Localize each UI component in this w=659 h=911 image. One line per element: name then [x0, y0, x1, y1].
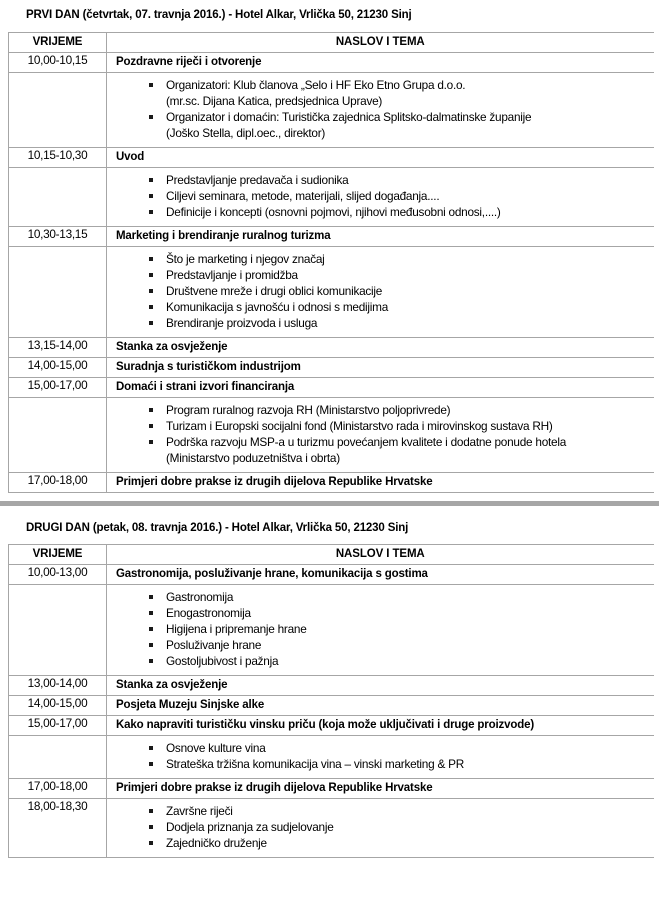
table-row [9, 716, 654, 736]
column-header-topic: NASLOV I TEMA [107, 32, 654, 52]
topic-title: Primjeri dobre prakse iz drugih dijelova Republike Hrvatske [116, 782, 433, 794]
topic-title: Gastronomija, posluživanje hrane, komunikacija s gostima [116, 568, 428, 580]
time-cell: 18,00-18,30 [9, 799, 107, 858]
list-item-text: Završne riječi [166, 804, 233, 818]
list-item [107, 188, 650, 204]
column-header-topic: NASLOV I TEMA [107, 545, 654, 565]
time-cell-empty [9, 246, 107, 337]
table-row [9, 167, 654, 226]
list-item-text: Turizam i Europski socijalni fond (Ministarstvo rada i mirovinskog sustava RH) [166, 418, 553, 433]
bullet-list [107, 736, 654, 778]
list-item-continuation: (Ministarstvo poduzetništva i obrta) [166, 450, 340, 465]
topic-cell [107, 779, 654, 799]
topic-title: Pozdravne riječi i otvorenje [116, 55, 262, 68]
time-cell-empty [9, 397, 107, 472]
table-header-row [9, 32, 654, 52]
list-item [107, 637, 650, 653]
list-item-text: Strateška tržišna komunikacija vina – vinski marketing & PR [166, 757, 464, 771]
time-cell: 10,15-10,30 [9, 147, 107, 167]
list-item [107, 605, 650, 621]
topic-cell [107, 147, 654, 167]
time-cell-empty [9, 167, 107, 226]
column-header-time: VRIJEME [9, 32, 107, 52]
list-item-text: Komunikacija s javnošću i odnosi s medijima [166, 299, 389, 314]
list-item-text: Program ruralnog razvoja RH (Ministarstvo poljoprivrede) [166, 402, 451, 417]
topic-title: Marketing i brendiranje ruralnog turizma [116, 229, 331, 242]
list-item [107, 803, 650, 819]
table-row [9, 357, 654, 377]
list-item-text: Predstavljanje predavača i sudionika [166, 172, 349, 187]
list-item-text: Što je marketing i njegov značaj [166, 251, 325, 266]
time-cell: 14,00-15,00 [9, 357, 107, 377]
time-cell: 17,00-18,00 [9, 472, 107, 492]
list-item-text: Podrška razvoju MSP-a u turizmu povećanjem kvalitete i dodatne ponude hotela [166, 434, 567, 449]
list-item-text: Posluživanje hrane [166, 638, 262, 652]
topic-title: Domaći i strani izvori financiranja [116, 380, 295, 393]
schedule-section [0, 506, 659, 859]
list-item [107, 283, 650, 299]
time-cell-empty [9, 736, 107, 779]
list-item [107, 653, 650, 669]
list-item [107, 434, 650, 466]
list-item-text: Organizator i domaćin: Turistička zajednica Splitsko-dalmatinske županije [166, 109, 532, 124]
table-row [9, 397, 654, 472]
topic-cell [107, 377, 654, 397]
table-row [9, 779, 654, 799]
table-row [9, 472, 654, 492]
table-row [9, 377, 654, 397]
list-item-text: Definicije i koncepti (osnovni pojmovi, njihovi međusobni odnosi,....) [166, 204, 501, 219]
list-item [107, 819, 650, 835]
topic-cell [107, 696, 654, 716]
list-item [107, 299, 650, 315]
time-cell: 13,00-14,00 [9, 676, 107, 696]
topic-cell [107, 357, 654, 377]
list-item [107, 835, 650, 851]
list-item-text: Organizatori: Klub članova „Selo i HF Eko Etno Grupa d.o.o. [166, 77, 466, 92]
topic-cell [107, 397, 654, 472]
topic-cell [107, 226, 654, 246]
time-cell: 10,00-10,15 [9, 52, 107, 72]
time-cell: 17,00-18,00 [9, 779, 107, 799]
topic-cell [107, 337, 654, 357]
table-row [9, 246, 654, 337]
table-row [9, 799, 654, 858]
table-row [9, 52, 654, 72]
list-item-text: Gastronomija [166, 590, 234, 604]
list-item [107, 740, 650, 756]
list-item [107, 109, 650, 141]
list-item-text: Higijena i pripremanje hrane [166, 622, 307, 636]
time-cell: 15,00-17,00 [9, 716, 107, 736]
schedule-table [8, 544, 654, 858]
time-cell-empty [9, 585, 107, 676]
list-item-text: Društvene mreže i drugi oblici komunikacije [166, 283, 383, 298]
list-item [107, 251, 650, 267]
time-cell: 10,00-13,00 [9, 565, 107, 585]
topic-cell [107, 246, 654, 337]
topic-title: Primjeri dobre prakse iz drugih dijelova Republike Hrvatske [116, 475, 433, 488]
list-item-text: Brendiranje proizvoda i usluga [166, 315, 318, 330]
topic-cell [107, 736, 654, 779]
topic-cell [107, 167, 654, 226]
table-row [9, 736, 654, 779]
table-row [9, 696, 654, 716]
list-item [107, 402, 650, 418]
list-item [107, 172, 650, 188]
topic-title: Kako napraviti turističku vinsku priču (koja može uključivati i druge proizvode) [116, 719, 535, 731]
list-item [107, 315, 650, 331]
list-item-text: Predstavljanje i promidžba [166, 267, 298, 282]
topic-cell [107, 472, 654, 492]
column-header-time: VRIJEME [9, 545, 107, 565]
topic-title: Uvod [116, 150, 145, 163]
list-item-text: Gostoljubivost i pažnja [166, 654, 279, 668]
topic-title: Stanka za osvježenje [116, 679, 228, 691]
topic-cell [107, 72, 654, 147]
topic-title: Posjeta Muzeju Sinjske alke [116, 699, 265, 711]
time-cell-empty [9, 72, 107, 147]
table-row [9, 147, 654, 167]
list-item [107, 77, 650, 109]
list-item [107, 589, 650, 605]
table-row [9, 337, 654, 357]
list-item-continuation: (mr.sc. Dijana Katica, predsjednica Uprave) [166, 93, 383, 108]
schedule-table [8, 32, 654, 493]
time-cell: 10,30-13,15 [9, 226, 107, 246]
bullet-list [107, 585, 654, 675]
bullet-list [107, 398, 654, 472]
bullet-list [107, 73, 654, 147]
topic-title: Suradnja s turističkom industrijom [116, 360, 301, 373]
list-item [107, 621, 650, 637]
section-heading: DRUGI DAN (petak, 08. travnja 2016.) - Hotel Alkar, Vrlička 50, 21230 Sinj [26, 521, 409, 534]
list-item-text: Osnove kulture vina [166, 741, 266, 755]
list-item [107, 267, 650, 283]
topic-cell [107, 585, 654, 676]
bullet-list [107, 247, 654, 337]
table-row [9, 226, 654, 246]
table-row [9, 585, 654, 676]
topic-cell [107, 52, 654, 72]
section-heading: PRVI DAN (četvrtak, 07. travnja 2016.) - Hotel Alkar, Vrlička 50, 21230 Sinj [26, 9, 412, 21]
list-item-text: Enogastronomija [166, 606, 251, 620]
table-row [9, 676, 654, 696]
bullet-list [107, 168, 654, 226]
time-cell: 15,00-17,00 [9, 377, 107, 397]
bullet-list [107, 799, 654, 857]
topic-cell [107, 676, 654, 696]
list-item-text: Ciljevi seminara, metode, materijali, slijed događanja.... [166, 188, 440, 203]
topic-title: Stanka za osvježenje [116, 340, 228, 353]
table-row [9, 72, 654, 147]
table-row [9, 565, 654, 585]
topic-cell [107, 565, 654, 585]
list-item [107, 756, 650, 772]
list-item [107, 204, 650, 220]
table-header-row [9, 545, 654, 565]
topic-cell [107, 716, 654, 736]
time-cell: 14,00-15,00 [9, 696, 107, 716]
list-item-text: Zajedničko druženje [166, 836, 267, 850]
topic-cell [107, 799, 654, 858]
list-item [107, 418, 650, 434]
list-item-continuation: (Joško Stella, dipl.oec., direktor) [166, 125, 326, 140]
time-cell: 13,15-14,00 [9, 337, 107, 357]
list-item-text: Dodjela priznanja za sudjelovanje [166, 820, 334, 834]
